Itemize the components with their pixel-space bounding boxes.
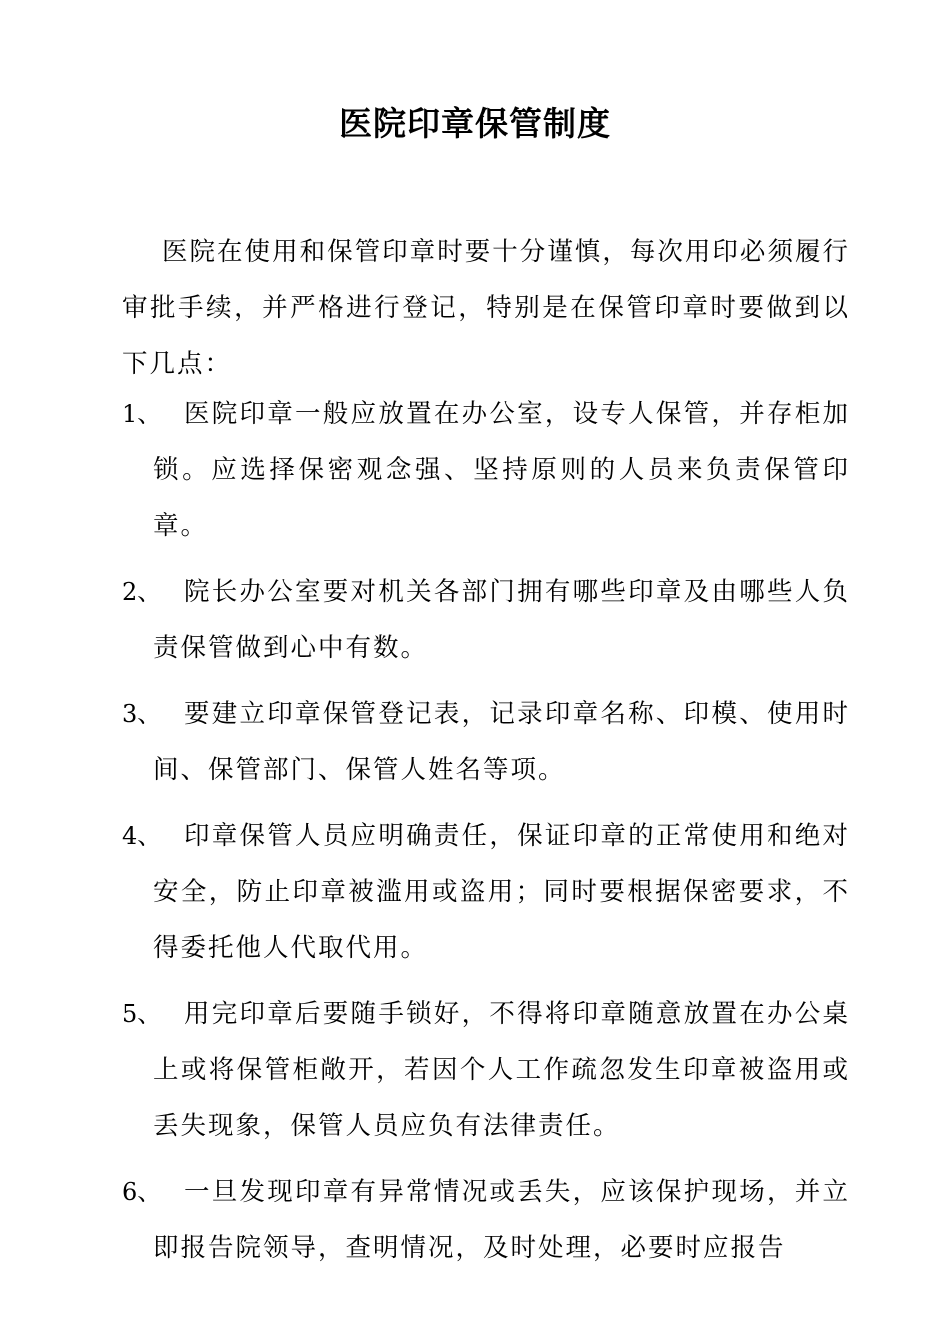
rule-number: 3、: [122, 700, 162, 728]
rule-number: 1、: [122, 400, 162, 428]
rule-text: 要建立印章保管登记表，记录印章名称、印模、使用时间、保管部门、保管人姓名等项。: [153, 699, 850, 785]
rule-item: [122, 986, 850, 1154]
rules-list: [122, 386, 850, 1286]
rule-item: [122, 1164, 850, 1276]
intro-paragraph: 医院在使用和保管印章时要十分谨慎，每次用印必须履行审批手续，并严格进行登记，特别是在保管印章时要做到以下几点：: [122, 237, 850, 379]
rule-text: 用完印章后要随手锁好，不得将印章随意放置在办公桌上或将保管柜敞开，若因个人工作疏忽发生印章被盗用或丢失现象，保管人员应负有法律责任。: [153, 999, 850, 1141]
rule-number: 4、: [122, 822, 162, 850]
rule-item: [122, 808, 850, 976]
rule-text: 一旦发现印章有异常情况或丢失，应该保护现场，并立即报告院领导，查明情况，及时处理，必要时应报告: [153, 1177, 850, 1263]
rule-number: 6、: [122, 1178, 162, 1206]
rule-item: [122, 686, 850, 798]
rule-number: 5、: [122, 1000, 162, 1028]
rule-text: 院长办公室要对机关各部门拥有哪些印章及由哪些人负责保管做到心中有数。: [153, 577, 850, 663]
rule-text: 印章保管人员应明确责任，保证印章的正常使用和绝对安全，防止印章被滥用或盗用；同时要根据保密要求，不得委托他人代取代用。: [153, 821, 850, 963]
document-title: 医院印章保管制度: [339, 104, 611, 144]
rule-item: [122, 564, 850, 676]
rule-text: 医院印章一般应放置在办公室，设专人保管，并存柜加锁。应选择保密观念强、坚持原则的人员来负责保管印章。: [153, 399, 850, 541]
rule-number: 2、: [122, 578, 162, 606]
rule-item: [122, 386, 850, 554]
